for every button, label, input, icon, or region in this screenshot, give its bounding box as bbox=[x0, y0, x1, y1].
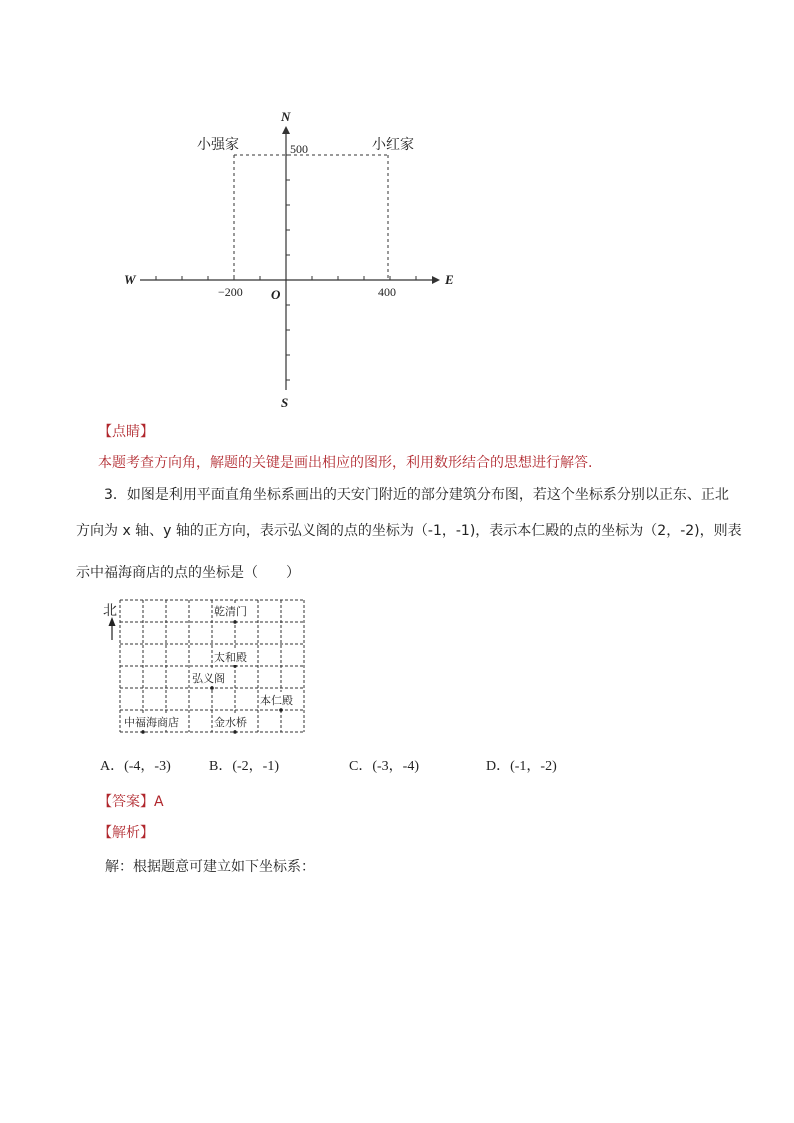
answer-heading-text: 【答案】 bbox=[98, 794, 154, 810]
analysis-line-1: 解：根据题意可建立如下坐标系： bbox=[105, 859, 315, 875]
dianjing-body: 本题考查方向角，解题的关键是画出相应的图形，利用数形结合的思想进行解答. bbox=[98, 455, 593, 471]
label-zhongfuhai: 中福海商店 bbox=[124, 716, 179, 729]
question-line-3: 示中福海商店的点的坐标是（ ） bbox=[76, 565, 300, 581]
label-qianqingmen: 乾清门 bbox=[214, 605, 247, 618]
east-label: E bbox=[445, 272, 454, 287]
south-label: S bbox=[281, 395, 289, 410]
dianjing-heading: 【点睛】 bbox=[98, 424, 154, 440]
point-zhongfuhai bbox=[141, 730, 145, 734]
point-qianqingmen bbox=[233, 620, 237, 624]
tick-label-500: 500 bbox=[290, 142, 308, 156]
grid-lines bbox=[120, 600, 304, 732]
point-jinshuiqiao bbox=[233, 730, 237, 734]
label-hongyige: 弘义阁 bbox=[192, 672, 225, 685]
answer-heading bbox=[98, 791, 164, 811]
grid-north-label: 北 bbox=[103, 603, 117, 619]
option-b: B．(-2，-1) bbox=[209, 759, 279, 774]
north-label: N bbox=[281, 109, 291, 124]
xiaoqiang-home-label: 小强家 bbox=[197, 137, 239, 153]
label-jinshuiqiao: 金水桥 bbox=[214, 716, 247, 729]
question-line-1: 3．如图是利用平面直角坐标系画出的天安门附近的部分建筑分布图，若这个坐标系分别以正东、正北 bbox=[104, 487, 729, 503]
option-c: C．(-3，-4) bbox=[349, 759, 419, 774]
option-a: A．(-4，-3) bbox=[100, 759, 171, 774]
analysis-heading: 【解析】 bbox=[98, 825, 154, 841]
answer-value: A bbox=[154, 794, 164, 810]
west-label: W bbox=[124, 272, 136, 287]
origin-label: O bbox=[271, 287, 281, 302]
point-benrendian bbox=[279, 708, 283, 712]
xiaohong-home-label: 小红家 bbox=[372, 137, 414, 153]
tick-label-400: 400 bbox=[378, 285, 396, 299]
question-line-2: 方向为 x 轴、y 轴的正方向，表示弘义阁的点的坐标为（-1，-1)，表示本仁殿的点的坐标为（2，-2)，则表 bbox=[76, 523, 742, 539]
label-benrendian: 本仁殿 bbox=[260, 694, 293, 707]
point-hongyige bbox=[210, 686, 214, 690]
tick-label-neg200: −200 bbox=[218, 285, 243, 299]
label-taihedian: 太和殿 bbox=[214, 651, 247, 664]
option-d: D．(-1，-2) bbox=[486, 759, 557, 774]
